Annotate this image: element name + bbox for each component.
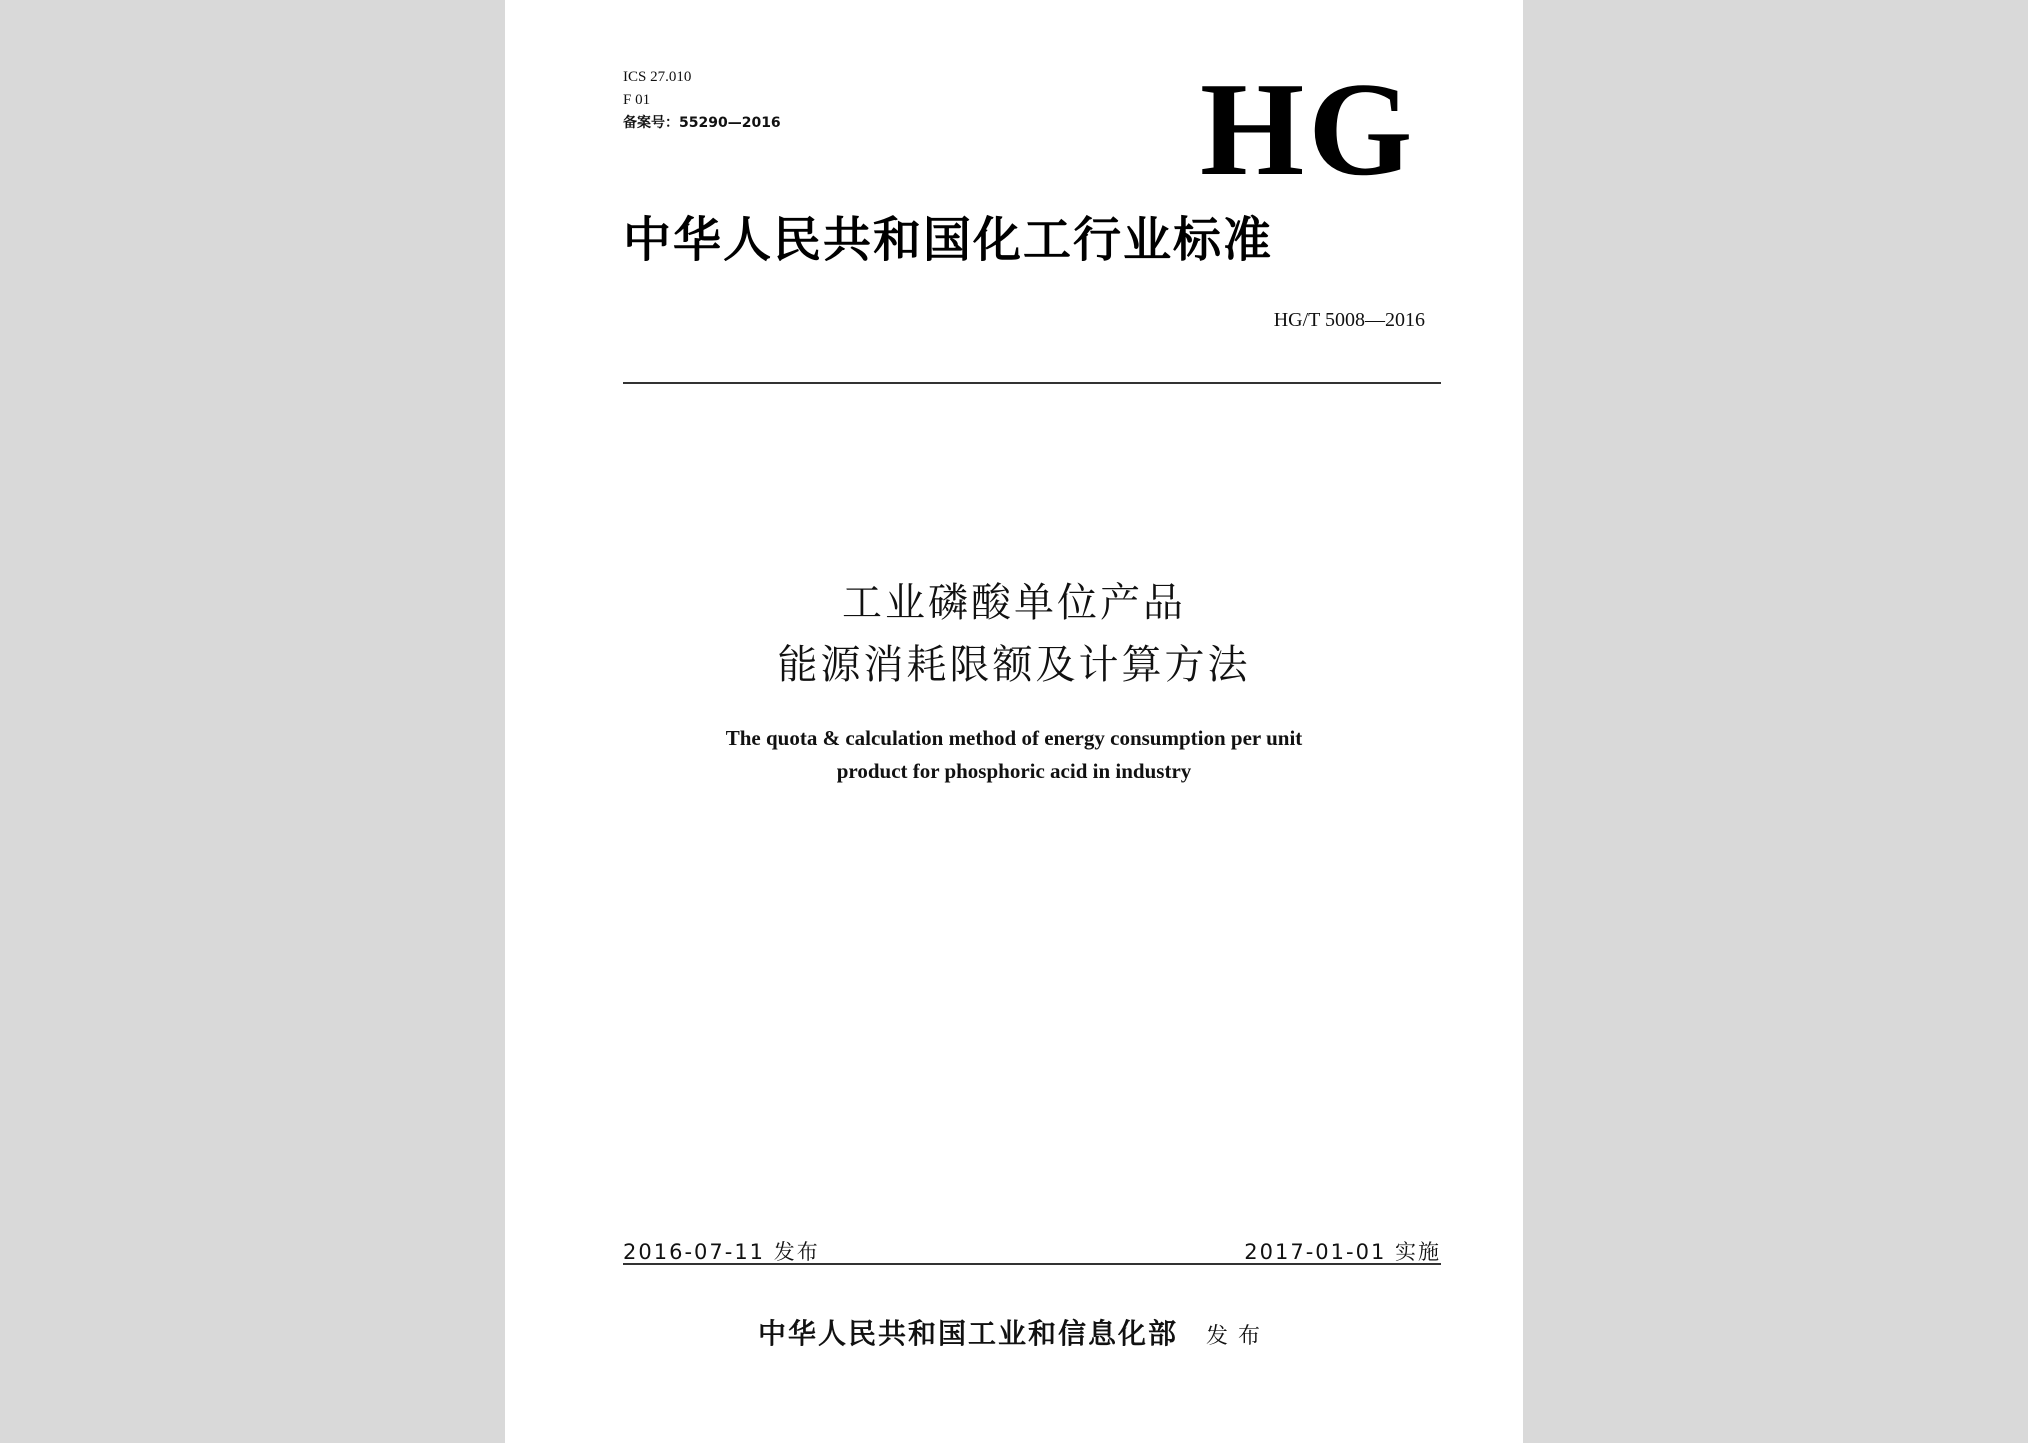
hg-logo: HG xyxy=(1200,55,1417,203)
issuing-organization: 中华人民共和国工业和信息化部 xyxy=(757,1317,1178,1350)
issue-date: 2016-07-11 发布 xyxy=(623,1240,820,1264)
document-page xyxy=(505,0,1523,1443)
english-title-line-2: product for phosphoric acid in industry xyxy=(836,759,1192,783)
classification-block xyxy=(623,66,781,135)
english-title-line-1: The quota & calculation method of energy consumption per unit xyxy=(725,726,1303,750)
filing-number: 备案号：55290—2016 xyxy=(623,115,781,131)
standard-category: 中华人民共和国化工行业标准 xyxy=(623,212,1274,268)
english-title xyxy=(505,722,1523,788)
ics-code: ICS 27.010 xyxy=(623,69,692,85)
chinese-title-line-2: 能源消耗限额及计算方法 xyxy=(777,642,1251,688)
chinese-title xyxy=(505,572,1523,696)
issuer-line xyxy=(505,1312,1523,1352)
implementation-date: 2017-01-01 实施 xyxy=(1244,1240,1441,1264)
footer-divider xyxy=(623,1263,1441,1265)
issue-action: 发布 xyxy=(1206,1324,1271,1349)
header-divider xyxy=(623,382,1441,384)
chinese-title-line-1: 工业磷酸单位产品 xyxy=(842,580,1186,626)
ccs-code: F 01 xyxy=(623,92,651,108)
standard-code: HG/T 5008—2016 xyxy=(1273,309,1425,331)
